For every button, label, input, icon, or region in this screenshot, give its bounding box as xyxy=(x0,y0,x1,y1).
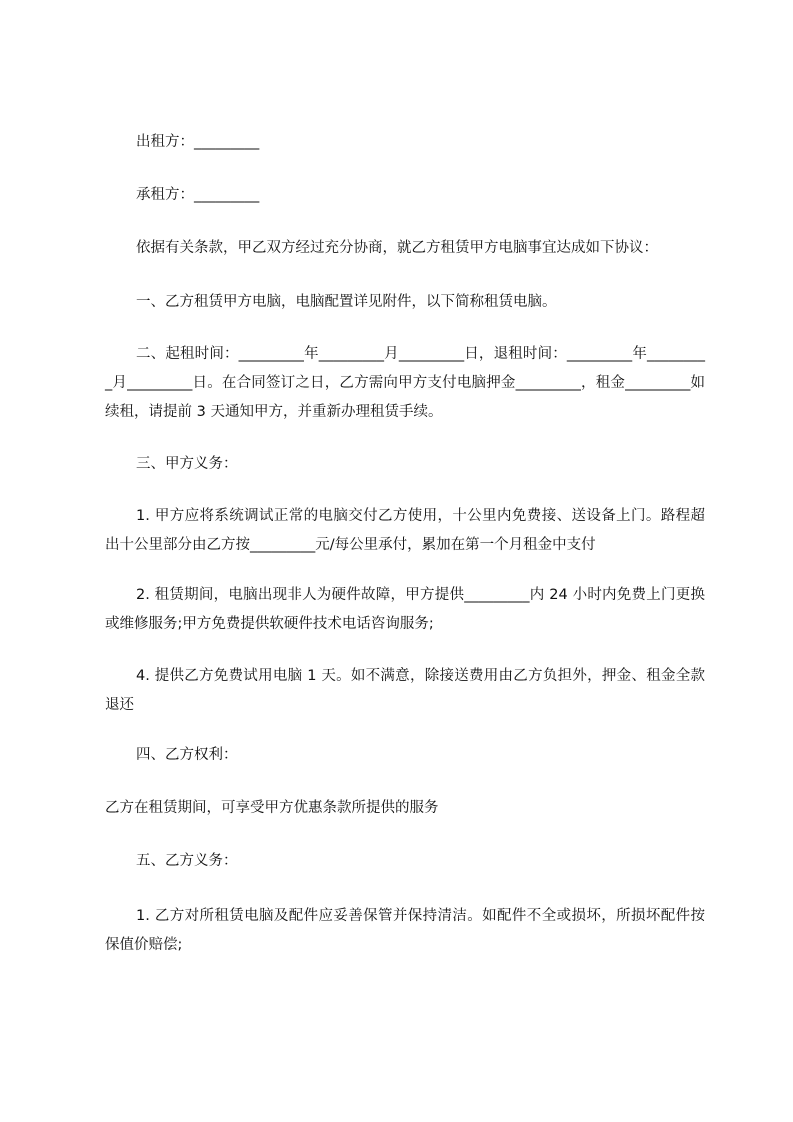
clause-2-paragraph: 二、起租时间：_________年_________月_________日，退租时间：_________年_________月_________日。在合同签订之日，乙方需向甲方支付电脑押金_________，租金_________如续租，请提前 3 天通知甲方，并重新办理租赁手续。 xyxy=(105,346,705,420)
preamble-paragraph: 依据有关条款，甲乙双方经过充分协商，就乙方租赁甲方电脑事宜达成如下协议： xyxy=(136,240,658,256)
lessee-line: 承租方：_________ xyxy=(136,187,260,203)
lessee-duty-1-paragraph: 1. 乙方对所租赁电脑及配件应妥善保管并保持清洁。如配件不全或损坏，所损坏配件按保值价赔偿; xyxy=(105,908,705,953)
lessor-duty-1-paragraph: 1. 甲方应将系统调试正常的电脑交付乙方使用，十公里内免费接、送设备上门。路程超出十公里部分由乙方按_________元/每公里承付，累加在第一个月租金中支付 xyxy=(105,508,705,553)
lessor-duty-4-paragraph: 4. 提供乙方免费试用电脑 1 天。如不满意，除接送费用由乙方负担外，押金、租金全款退还 xyxy=(105,668,705,713)
lessor-duty-2-paragraph: 2. 租赁期间，电脑出现非人为硬件故障，甲方提供_________内 24 小时内免费上门更换或维修服务;甲方免费提供软硬件技术电话咨询服务; xyxy=(105,587,705,632)
section-3-heading: 三、甲方义务： xyxy=(136,456,238,472)
lessee-rights-paragraph: 乙方在租赁期间，可享受甲方优惠条款所提供的服务 xyxy=(105,800,439,816)
section-5-heading: 五、乙方义务： xyxy=(136,853,238,869)
clause-1-paragraph: 一、乙方租赁甲方电脑，电脑配置详见附件，以下简称租赁电脑。 xyxy=(136,294,557,310)
section-4-heading: 四、乙方权利： xyxy=(136,747,238,763)
lessor-line: 出租方：_________ xyxy=(136,134,260,150)
